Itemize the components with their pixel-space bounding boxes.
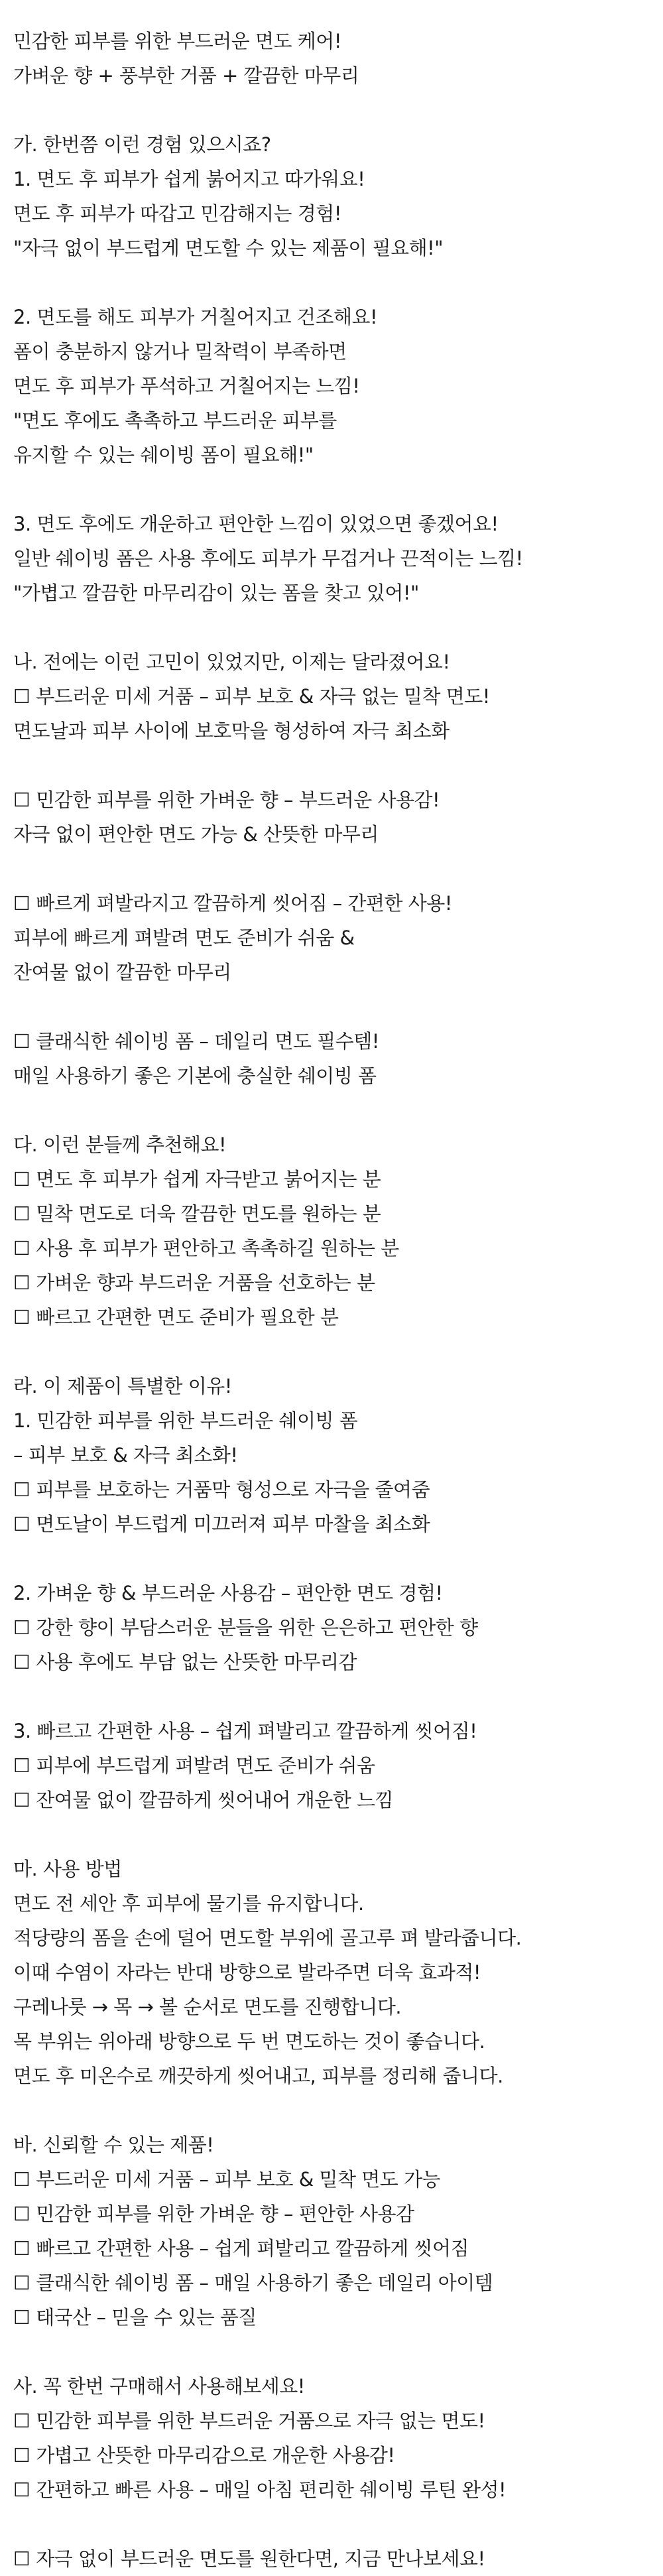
spacer xyxy=(13,990,663,1024)
feature-foam-title: ☐ 부드러운 미세 거품 – 피부 보호 & 자극 없는 밀착 면도! xyxy=(13,685,490,708)
buy-item: ☐ 민감한 피부를 위한 부드러운 거품으로 자극 없는 면도! xyxy=(13,2410,485,2432)
recommend-item: ☐ 빠르고 간편한 면도 준비가 필요한 분 xyxy=(13,1306,339,1328)
feature-classic-text: 매일 사용하기 좋은 기본에 충실한 쉐이빙 폼 xyxy=(13,1064,377,1087)
section-heading-buy: 사. 꼭 한번 구매해서 사용해보세요! xyxy=(13,2375,305,2398)
section-heading-recommended: 다. 이런 분들께 추천해요! xyxy=(13,1133,227,1156)
usage-step: 면도 후 미온수로 깨끗하게 씻어내고, 피부를 정리해 줍니다. xyxy=(13,2065,503,2087)
intro-subline: 가벼운 향 + 풍부한 거품 + 깔끔한 마무리 xyxy=(13,64,359,87)
spacer xyxy=(13,265,663,300)
recommend-item: ☐ 사용 후 피부가 편안하고 촉촉하길 원하는 분 xyxy=(13,1237,399,1259)
reason-3-point: ☐ 잔여물 없이 깔끔하게 씻어내어 개운한 느낌 xyxy=(13,1789,394,1811)
usage-step: 이때 수염이 자라는 반대 방향으로 발라주면 더욱 효과적! xyxy=(13,1961,481,1984)
section-heading-usage: 마. 사용 방법 xyxy=(13,1858,122,1880)
reason-3-title: 3. 빠르고 간편한 사용 – 쉽게 펴발리고 깔끔하게 씻어짐! xyxy=(13,1720,477,1742)
reason-1-point: ☐ 피부를 보호하는 거품막 형성으로 자극을 줄여줌 xyxy=(13,1478,430,1501)
section-heading-trust: 바. 신뢰할 수 있는 제품! xyxy=(13,2134,214,2156)
feature-scent-text: 자극 없이 편안한 면도 가능 & 산뜻한 마무리 xyxy=(13,823,379,846)
closing-call-to-action: ☐ 자극 없이 부드러운 면도를 원한다면, 지금 만나보세요! xyxy=(13,2547,485,2570)
buy-item: ☐ 가볍고 산뜻한 마무리감으로 개운한 사용감! xyxy=(13,2444,395,2467)
reason-1-point: ☐ 면도날이 부드럽게 미끄러져 피부 마찰을 최소화 xyxy=(13,1513,430,1535)
trust-item: ☐ 클래식한 쉐이빙 폼 – 매일 사용하기 좋은 데일리 아이템 xyxy=(13,2272,493,2294)
spacer xyxy=(13,1679,663,1714)
usage-step: 적당량의 폼을 손에 덜어 면도할 부위에 골고루 펴 발라줍니다. xyxy=(13,1927,522,1949)
feature-rinse-text: 피부에 빠르게 펴발려 면도 준비가 쉬움 & xyxy=(13,927,355,949)
usage-step: 면도 전 세안 후 피부에 물기를 유지합니다. xyxy=(13,1892,364,1915)
recommend-item: ☐ 밀착 면도로 더욱 깔끔한 면도를 원하는 분 xyxy=(13,1202,381,1225)
feature-classic-title: ☐ 클래식한 쉐이빙 폼 – 데일리 면도 필수템! xyxy=(13,1030,379,1053)
reason-2-point: ☐ 사용 후에도 부담 없는 산뜻한 마무리감 xyxy=(13,1651,357,1673)
spacer xyxy=(13,2335,663,2369)
usage-step: 목 부위는 위아래 방향으로 두 번 면도하는 것이 좋습니다. xyxy=(13,2030,485,2053)
reason-2-title: 2. 가벼운 향 & 부드러운 사용감 – 편안한 면도 경험! xyxy=(13,1582,443,1604)
feature-rinse-text: 잔여물 없이 깔끔한 마무리 xyxy=(13,961,231,984)
experience-2-text: 면도 후 피부가 푸석하고 거칠어지는 느낌! xyxy=(13,375,360,397)
spacer xyxy=(13,852,663,886)
spacer xyxy=(13,1093,663,1127)
spacer xyxy=(13,2093,663,2128)
reason-2-point: ☐ 강한 향이 부담스러운 분들을 위한 은은하고 편안한 향 xyxy=(13,1616,478,1639)
section-heading-special: 라. 이 제품이 특별한 이유! xyxy=(13,1375,232,1397)
spacer xyxy=(13,610,663,645)
reason-1-subtitle: – 피부 보호 & 자극 최소화! xyxy=(13,1444,238,1466)
experience-3-title: 3. 면도 후에도 개운하고 편안한 느낌이 있었으면 좋겠어요! xyxy=(13,513,499,535)
trust-item: ☐ 부드러운 미세 거품 – 피부 보호 & 밀착 면도 가능 xyxy=(13,2168,441,2191)
experience-1-title: 1. 면도 후 피부가 쉽게 붉어지고 따가워요! xyxy=(13,168,365,190)
spacer xyxy=(13,1817,663,1852)
reason-3-point: ☐ 피부에 부드럽게 펴발려 면도 준비가 쉬움 xyxy=(13,1754,375,1777)
feature-foam-text: 면도날과 피부 사이에 보호막을 형성하여 자극 최소화 xyxy=(13,720,450,742)
trust-item: ☐ 민감한 피부를 위한 가벼운 향 – 편안한 사용감 xyxy=(13,2203,414,2225)
experience-3-quote: "가볍고 깔끔한 마무리감이 있는 폼을 찾고 있어!" xyxy=(13,582,419,604)
spacer xyxy=(13,472,663,507)
feature-scent-title: ☐ 민감한 피부를 위한 가벼운 향 – 부드러운 사용감! xyxy=(13,789,440,811)
usage-step: 구레나룻 → 목 → 볼 순서로 면도를 진행합니다. xyxy=(13,1996,402,2018)
experience-1-text: 면도 후 피부가 따갑고 민감해지는 경험! xyxy=(13,202,341,225)
section-heading-experience: 가. 한번쯤 이런 경험 있으시죠? xyxy=(13,133,271,156)
experience-2-quote: 유지할 수 있는 쉐이빙 폼이 필요해!" xyxy=(13,444,314,466)
trust-item: ☐ 태국산 – 믿을 수 있는 품질 xyxy=(13,2306,257,2329)
feature-rinse-title: ☐ 빠르게 펴발라지고 깔끔하게 씻어짐 – 간편한 사용! xyxy=(13,892,452,915)
recommend-item: ☐ 가벼운 향과 부드러운 거품을 선호하는 분 xyxy=(13,1271,375,1294)
spacer xyxy=(13,1334,663,1369)
intro-headline: 민감한 피부를 위한 부드러운 면도 케어! xyxy=(13,30,341,52)
experience-2-quote: "면도 후에도 촉촉하고 부드러운 피부를 xyxy=(13,409,337,432)
experience-1-quote: "자극 없이 부드럽게 면도할 수 있는 제품이 필요해!" xyxy=(13,237,444,259)
experience-3-text: 일반 쉐이빙 폼은 사용 후에도 피부가 무겁거나 끈적이는 느낌! xyxy=(13,547,523,570)
spacer xyxy=(13,2507,663,2542)
trust-item: ☐ 빠르고 간편한 사용 – 쉽게 펴발리고 깔끔하게 씻어짐 xyxy=(13,2237,469,2260)
experience-2-title: 2. 면도를 해도 피부가 거칠어지고 건조해요! xyxy=(13,306,378,328)
spacer xyxy=(13,1541,663,1576)
spacer xyxy=(13,93,663,127)
experience-2-text: 폼이 충분하지 않거나 밀착력이 부족하면 xyxy=(13,340,347,363)
reason-1-title: 1. 민감한 피부를 위한 부드러운 쉐이빙 폼 xyxy=(13,1409,358,1432)
buy-item: ☐ 간편하고 빠른 사용 – 매일 아침 편리한 쉐이빙 루틴 완성! xyxy=(13,2479,507,2501)
recommend-item: ☐ 면도 후 피부가 쉽게 자극받고 붉어지는 분 xyxy=(13,1168,381,1191)
spacer xyxy=(13,748,663,783)
section-heading-changes: 나. 전에는 이런 고민이 있었지만, 이제는 달라졌어요! xyxy=(13,651,450,673)
